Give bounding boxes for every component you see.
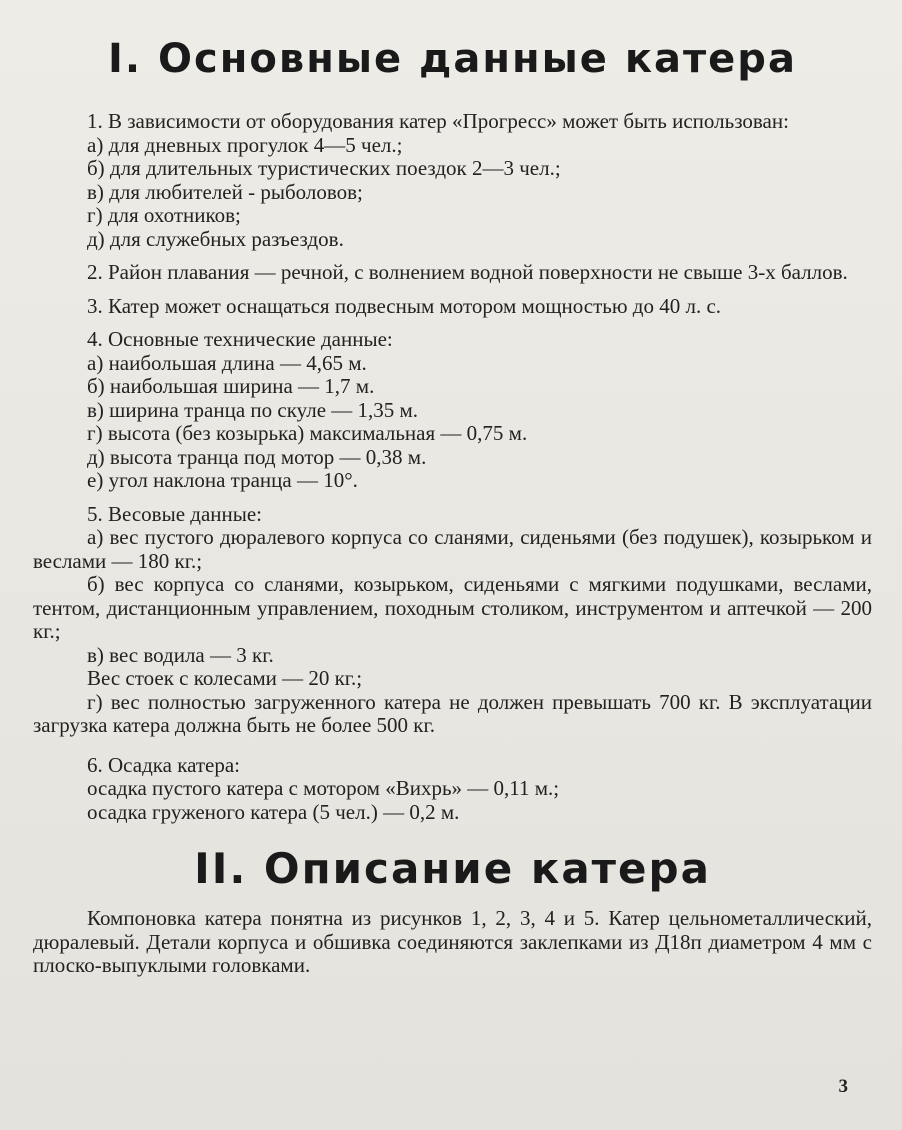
paragraph-5a: а) вес пустого дюралевого корпуса со сланями, сиденьями (без подушек), козырьком и веслами — 180 кг.; — [33, 525, 872, 573]
list-item: осадка груженого катера (5 чел.) — 0,2 м. — [87, 799, 460, 824]
paragraph-5-intro: 5. Весовые данные: — [87, 501, 263, 526]
paragraph-5d: г) вес полностью загруженного катера не должен превышать 700 кг. В эксплуатации загрузка катера должна быть не более 500 кг. — [33, 689, 872, 737]
list-item: а) наибольшая длина — 4,65 м. — [87, 350, 367, 375]
list-item: д) высота транца под мотор — 0,38 м. — [87, 444, 427, 469]
paragraph-2: 2. Район плавания — речной, с волнением водной поверхности не свыше 3-х баллов. — [87, 260, 848, 284]
section-1-title: I. Основные данные катера — [108, 36, 797, 82]
list-item: б) наибольшая ширина — 1,7 м. — [87, 374, 375, 398]
list-item: а) для дневных прогулок 4—5 чел.; — [87, 132, 403, 157]
paragraph-5c: в) вес водила — 3 кг. — [87, 642, 274, 667]
paragraph-1-intro: 1. В зависимости от оборудования катер «Прогресс» может быть использован: — [87, 109, 789, 133]
list-item: б) для длительных туристических поездок 2—3 чел.; — [87, 156, 561, 180]
list-item: в) для любителей - рыболовов; — [87, 179, 363, 204]
section-2-paragraph-1: Компоновка катера понятна из рисунков 1, 2, 3, 4 и 5. Катер цельнометаллический, дюралевый. Детали корпуса и обшивка соединяются заклепками из Д18п диаметром 4 мм с плоско-выпуклыми головками. — [33, 906, 872, 977]
paragraph-5c-2: Вес стоек с колесами — 20 кг.; — [87, 666, 363, 690]
paragraph-6-intro: 6. Осадка катера: — [87, 752, 241, 777]
list-item: г) для охотников; — [87, 203, 241, 227]
paragraph-4-intro: 4. Основные технические данные: — [87, 327, 393, 351]
list-item: осадка пустого катера с мотором «Вихрь» — 0,11 м.; — [87, 776, 560, 800]
page-number: 3 — [838, 1076, 848, 1097]
paragraph-3: 3. Катер может оснащаться подвесным мотором мощностью до 40 л. с. — [87, 293, 722, 318]
section-2-title: II. Описание катера — [194, 844, 711, 893]
list-item: г) высота (без козырька) максимальная — 0,75 м. — [87, 421, 528, 445]
list-item: е) угол наклона транца — 10°. — [87, 468, 358, 492]
list-item: д) для служебных разъездов. — [87, 226, 344, 251]
list-item: в) ширина транца по скуле — 1,35 м. — [87, 397, 419, 422]
paragraph-5b: б) вес корпуса со сланями, козырьком, сиденьями с мягкими подушками, веслами, тентом, дистанционным управлением, походным столиком, инструментом и аптечкой — 200 кг.; — [33, 572, 872, 643]
